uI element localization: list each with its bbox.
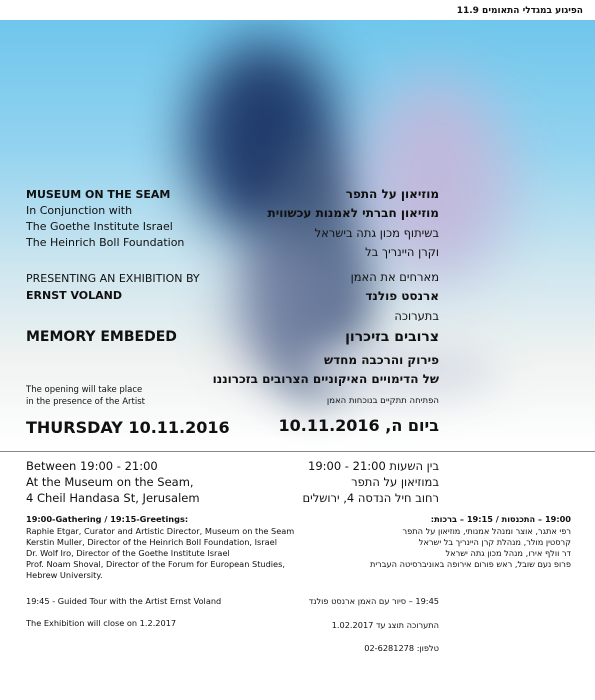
- en-org-line2: In Conjunction with: [26, 204, 133, 217]
- blurred-highlight: [300, 340, 500, 400]
- he-org-line3: בשיתוף מכון גתה בישראל: [314, 226, 439, 240]
- he-org-name: מוזיאון על התפר: [345, 187, 439, 201]
- en-exhibition-title: MEMORY EMBEDED: [26, 329, 177, 345]
- en-presenting: PRESENTING AN EXHIBITION BY: [26, 272, 200, 285]
- en-opening-line2: in the presence of the Artist: [26, 397, 145, 407]
- he-time: בין השעות 21:00 - 19:00: [308, 459, 439, 473]
- en-program-header: 19:00-Gathering / 19:15-Greetings:: [26, 514, 189, 524]
- en-closing-date: The Exhibition will close on 1.2.2017: [26, 618, 177, 628]
- en-program-item: Prof. Noam Shoval, Director of the Forum for European Studies,: [26, 559, 285, 569]
- en-address: 4 Cheil Handasa St, Jerusalem: [26, 491, 200, 505]
- he-date: ביום ה, 10.11.2016: [278, 416, 439, 435]
- he-subtitle2: של הדימויים האיקוניים הצרובים בזכרוננו: [212, 372, 439, 386]
- en-guided-tour: 19:45 - Guided Tour with the Artist Ernst Voland: [26, 596, 222, 606]
- en-org-line3: The Goethe Institute Israel: [26, 220, 173, 233]
- he-program-item: פרופ נעם שובל, ראש פורום אירופה באוניברסיטה העברית: [369, 559, 571, 569]
- section-divider: [0, 451, 595, 452]
- he-program-item: קרסטין מולר, מנהלת קרן היינריך בל ישראל: [418, 537, 571, 547]
- he-artist: ארנסט פולנד: [365, 289, 439, 303]
- he-guided-tour: 19:45 – סיור עם האמן ארנסט פולנד: [308, 596, 439, 606]
- en-time: Between 19:00 - 21:00: [26, 459, 158, 473]
- he-program-item: דר וולף אירו, מנהל מכון גתה ישראל: [445, 548, 571, 558]
- he-exhibition-title: צרובים בזיכרון: [345, 329, 439, 345]
- en-program-item: Raphie Etgar, Curator and Artistic Director, Museum on the Seam: [26, 526, 295, 536]
- top-note: הפיגוע במגדלי התאומים 11.9: [456, 6, 583, 16]
- en-date: THURSDAY 10.11.2016: [26, 418, 230, 437]
- he-closing-date: התערוכה תוצג עד 1.02.2017: [331, 620, 439, 630]
- he-phone: טלפון: 02-6281278: [364, 643, 439, 653]
- en-artist: ERNST VOLAND: [26, 289, 122, 302]
- en-org-name: MUSEUM ON THE SEAM: [26, 188, 171, 201]
- en-program-item: Dr. Wolf Iro, Director of the Goethe Institute Israel: [26, 548, 230, 558]
- en-venue: At the Museum on the Seam,: [26, 475, 194, 489]
- en-opening-line1: The opening will take place: [26, 385, 143, 395]
- he-address: רחוב חיל הנדסה 4, ירושלים: [302, 491, 439, 505]
- he-venue: במוזיאון על התפר: [351, 475, 439, 489]
- he-presenting: מארחים את האמן: [350, 270, 439, 284]
- en-org-line4: The Heinrich Boll Foundation: [26, 236, 185, 249]
- he-in-exhibition: בתערוכה: [394, 309, 439, 323]
- en-program-item: Hebrew University.: [26, 570, 103, 580]
- he-org-line2: מוזיאון חברתי לאמנות עכשווית: [267, 206, 439, 220]
- he-subtitle1: פירוק והרכבה מחדש: [324, 353, 439, 367]
- he-opening: הפתיחה תתקיים בנוכחות האמן: [326, 396, 439, 406]
- en-program-item: Kerstin Muller, Director of the Heinrich Boll Foundation, Israel: [26, 537, 277, 547]
- he-program-item: רפי אתגר, אוצר ומנהל אמנותי, מוזיאון על התפר: [402, 526, 571, 536]
- he-org-line4: וקרן היינריך בל: [365, 245, 439, 259]
- he-program-header: 19:00 – התכנסות / 19:15 – ברכות:: [430, 514, 571, 524]
